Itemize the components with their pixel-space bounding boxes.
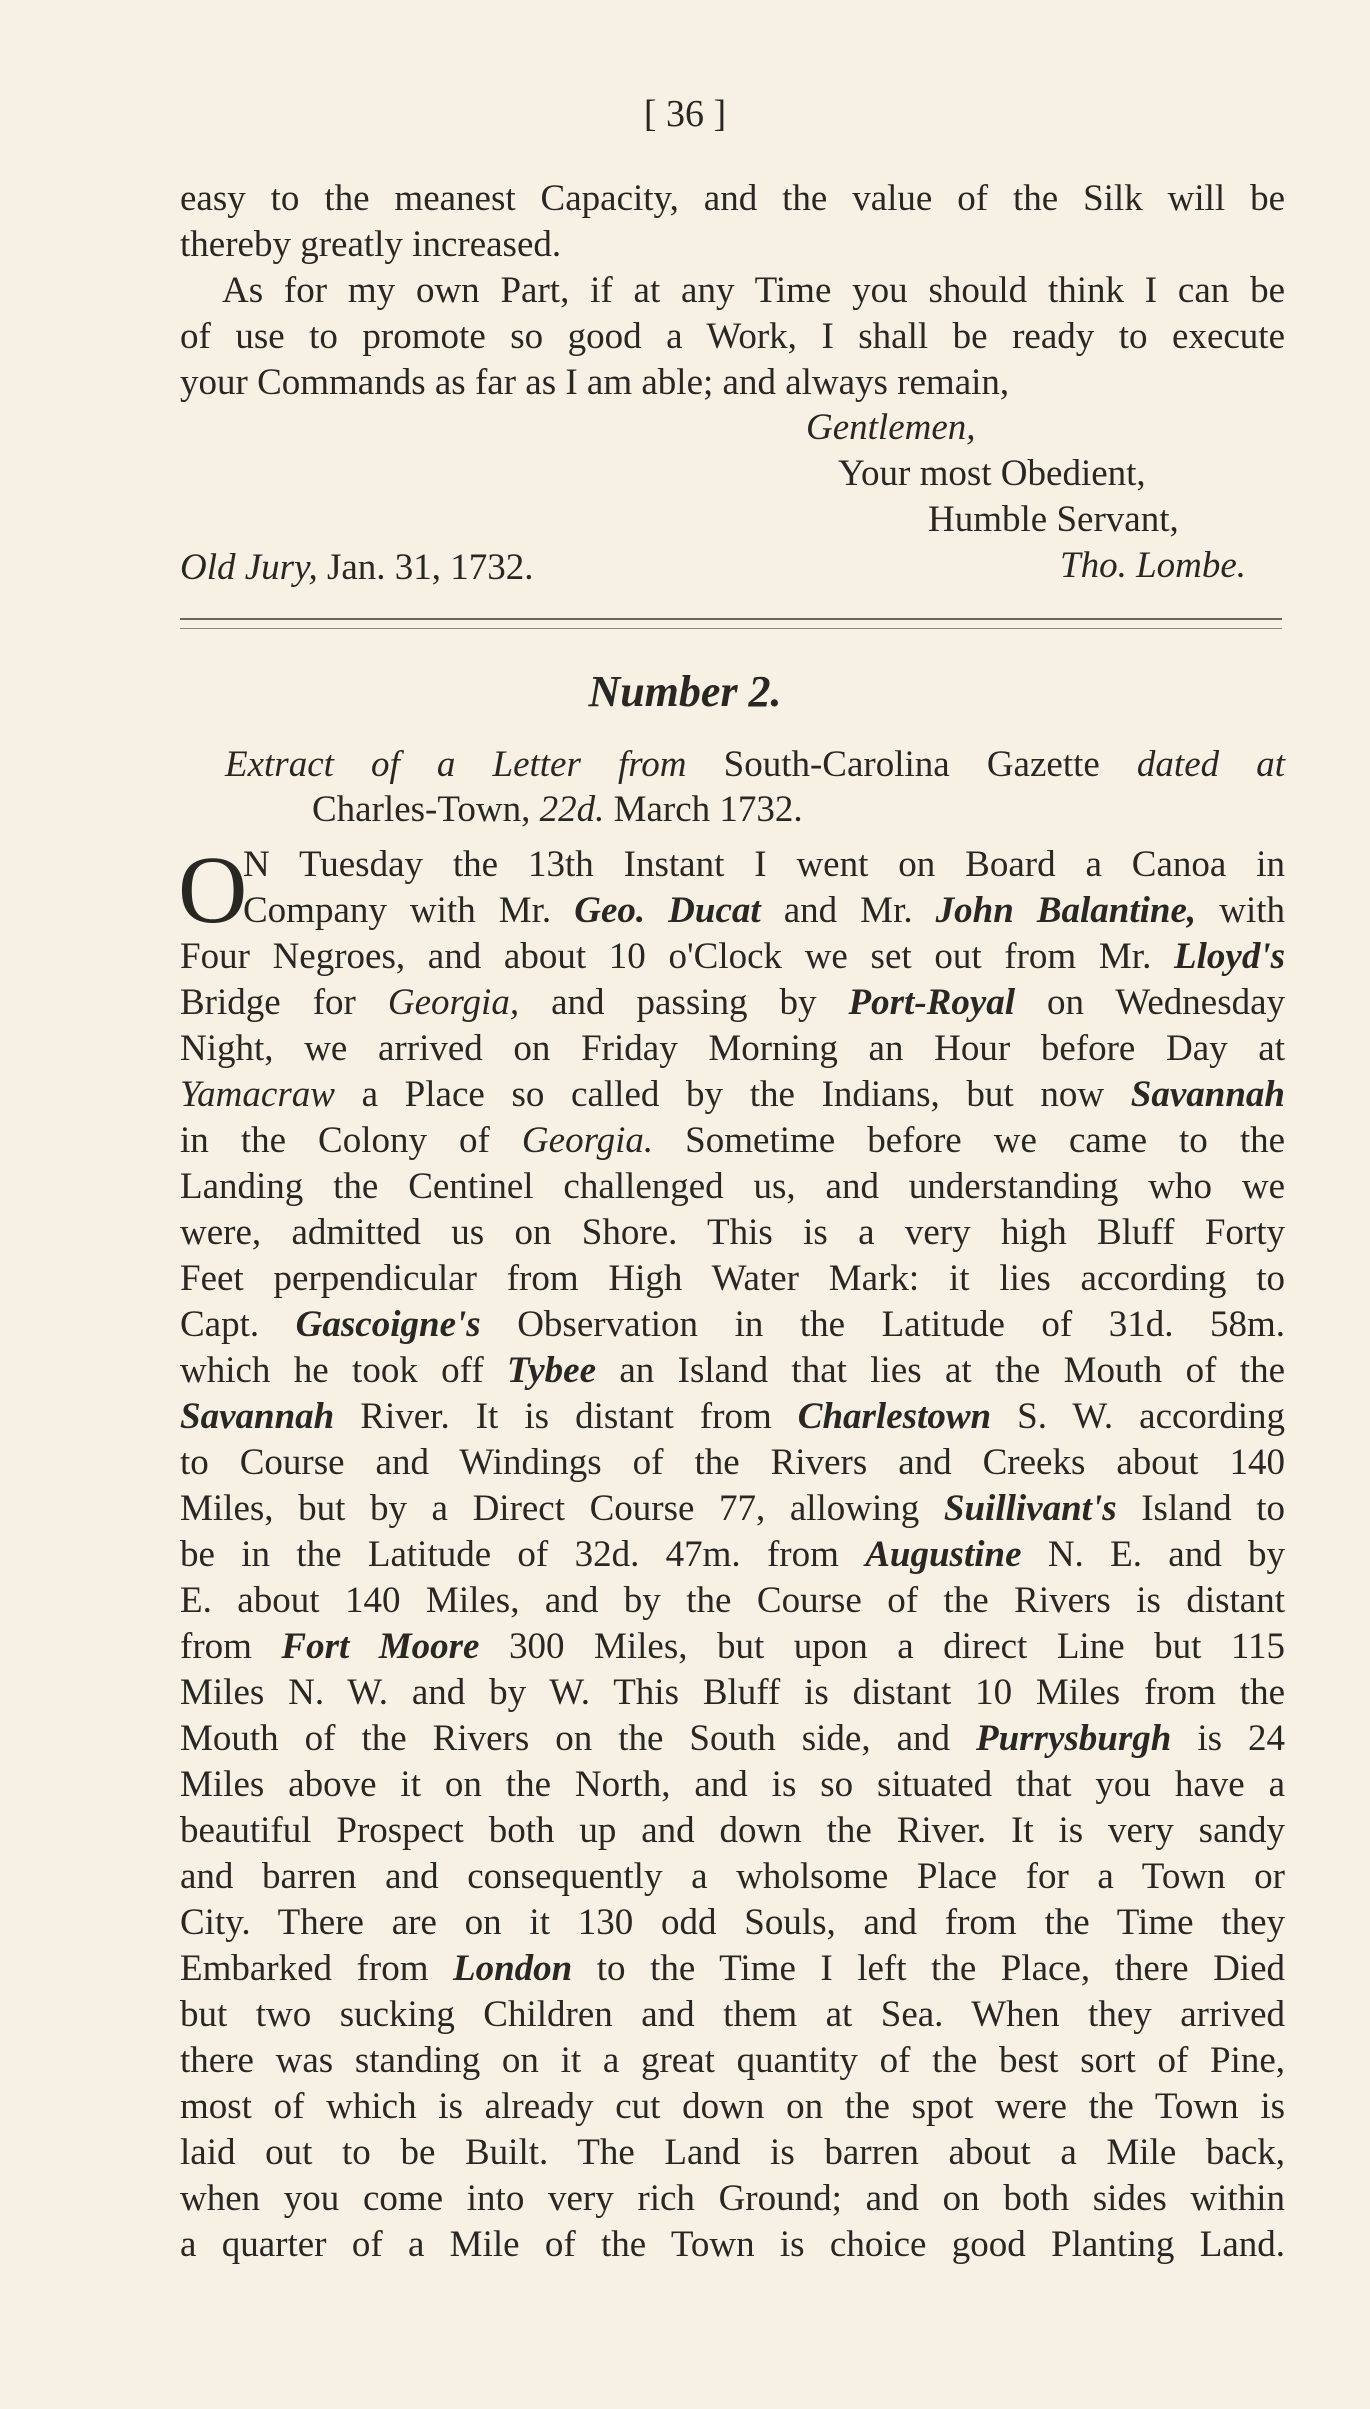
text-line: to Course and Windings of the Rivers and Creeks about 140 [180, 1442, 1285, 1483]
text-line: thereby greatly increased. [180, 224, 562, 265]
text-line: Bridge for Georgia, and passing by Port-Royal on Wednesday [180, 982, 1286, 1023]
text-line: N Tuesday the 13th Instant I went on Board a Canoa in [243, 844, 1285, 885]
text-line: there was standing on it a great quantity of the best sort of Pine, [180, 2040, 1285, 2081]
section-heading: Number 2. [588, 667, 782, 716]
salutation: Gentlemen, [806, 407, 976, 448]
text-line: in the Colony of Georgia. Sometime before we came to the [180, 1120, 1286, 1161]
drop-cap: O [178, 836, 248, 943]
text-line: of use to promote so good a Work, I shall be ready to execute [180, 316, 1285, 357]
dateline [180, 546, 534, 589]
text-line: City. There are on it 130 odd Souls, and from the Time they [180, 1902, 1285, 1943]
text-line: Embarked from London to the Time I left the Place, there Died [180, 1948, 1286, 1989]
closing-line: Your most Obedient, [838, 453, 1146, 494]
text-line: As for my own Part, if at any Time you should think I can be [222, 270, 1285, 311]
text-line: which he took off Tybee an Island that lies at the Mouth of the [180, 1350, 1285, 1391]
extract-title-line: Charles-Town, 22d. March 1732. [312, 789, 803, 830]
text-line: Company with Mr. Geo. Ducat and Mr. John Balantine, with [243, 890, 1286, 931]
text-line: Savannah River. It is distant from Charlestown S. W. according [180, 1396, 1286, 1437]
text-line: when you come into very rich Ground; and on both sides within [180, 2178, 1285, 2219]
text-line: and barren and consequently a wholsome Place for a Town or [180, 1856, 1285, 1897]
text-line: be in the Latitude of 32d. 47m. from Augustine N. E. and by [180, 1534, 1286, 1575]
closing-line: Humble Servant, [928, 499, 1179, 540]
divider-rule [180, 628, 1282, 629]
dateline-place: Old Jury, [180, 547, 318, 588]
text-line: Mouth of the Rivers on the South side, and Purrysburgh is 24 [180, 1718, 1285, 1759]
text-line: beautiful Prospect both up and down the River. It is very sandy [180, 1810, 1285, 1851]
text-line: Landing the Centinel challenged us, and understanding who we [180, 1166, 1285, 1207]
text-line: easy to the meanest Capacity, and the value of the Silk will be [180, 178, 1285, 219]
extract-title-line: Extract of a Letter from South-Carolina Gazette dated at [225, 744, 1286, 785]
text-line: your Commands as far as I am able; and always remain, [180, 362, 1010, 403]
text-line: laid out to be Built. The Land is barren about a Mile back, [180, 2132, 1285, 2173]
text-line: Four Negroes, and about 10 o'Clock we set out from Mr. Lloyd's [180, 936, 1285, 977]
text-line: a quarter of a Mile of the Town is choice good Planting Land. [180, 2224, 1285, 2265]
page-number: [ 36 ] [643, 93, 727, 135]
signature: Tho. Lombe. [1060, 545, 1247, 586]
text-line: Miles N. W. and by W. This Bluff is distant 10 Miles from the [180, 1672, 1285, 1713]
divider-rule [180, 618, 1282, 620]
text-line: Capt. Gascoigne's Observation in the Latitude of 31d. 58m. [180, 1304, 1286, 1345]
text-line: E. about 140 Miles, and by the Course of the Rivers is distant [180, 1580, 1285, 1621]
text-line: most of which is already cut down on the spot were the Town is [180, 2086, 1285, 2127]
text-line: from Fort Moore 300 Miles, but upon a direct Line but 115 [180, 1626, 1285, 1667]
text-line: were, admitted us on Shore. This is a very high Bluff Forty [180, 1212, 1285, 1253]
text-line: but two sucking Children and them at Sea. When they arrived [180, 1994, 1285, 2035]
text-line: Night, we arrived on Friday Morning an Hour before Day at [180, 1028, 1285, 1069]
text-line: Miles, but by a Direct Course 77, allowing Suillivant's Island to [180, 1488, 1286, 1529]
text-line: Yamacraw a Place so called by the Indians, but now Savannah [180, 1074, 1285, 1115]
dateline-date: Jan. 31, 1732. [326, 547, 534, 588]
text-line: Miles above it on the North, and is so situated that you have a [180, 1764, 1285, 1805]
text-line: Feet perpendicular from High Water Mark: it lies according to [180, 1258, 1285, 1299]
